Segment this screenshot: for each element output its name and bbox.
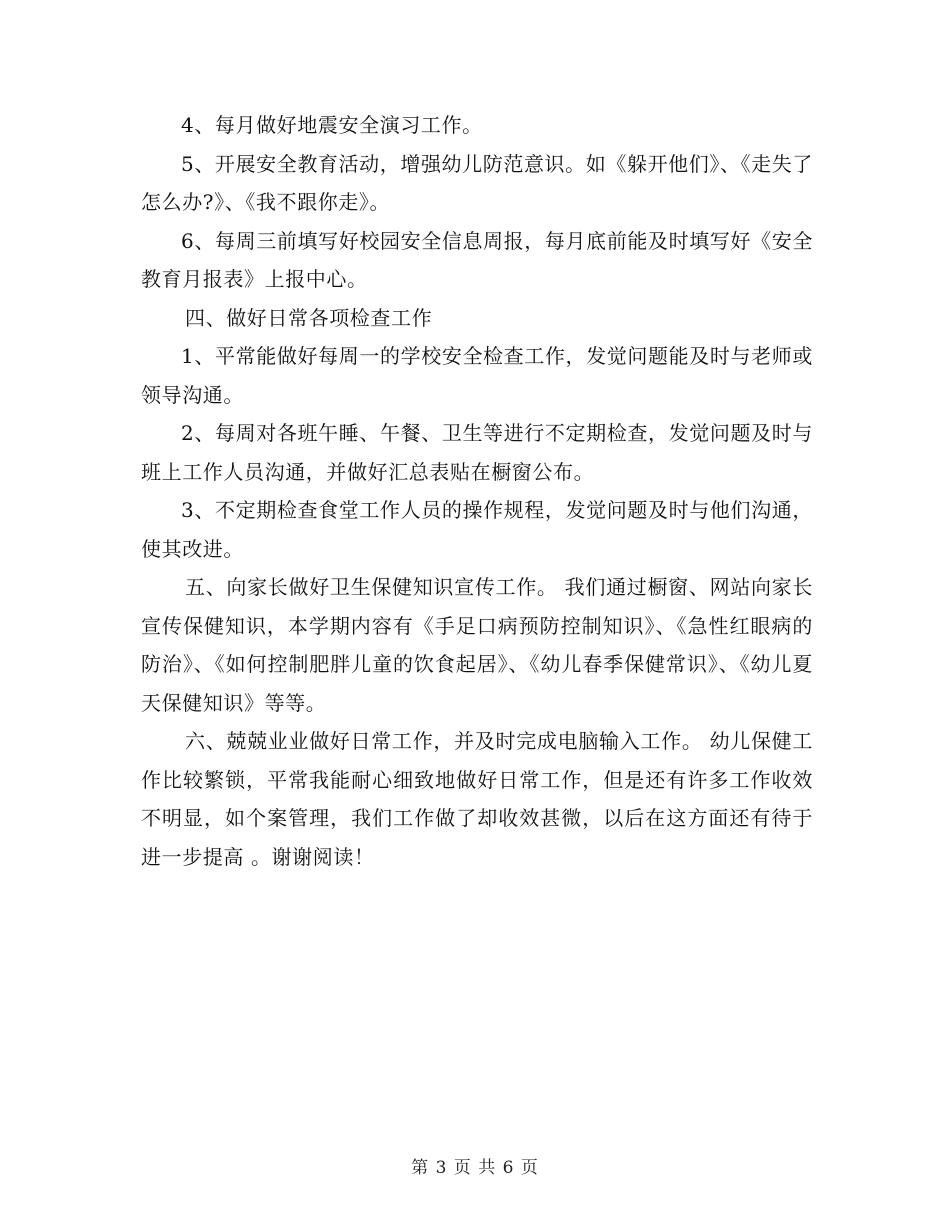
paragraph-class-check: 2、每周对各班午睡、午餐、卫生等进行不定期检查，发觉问题及时与班上工作人员沟通，并做好汇总表贴在橱窗公布。	[141, 421, 813, 484]
page-footer: 第 3 页 共 6 页	[411, 1158, 539, 1178]
paragraph-monday-check: 1、平常能做好每周一的学校安全检查工作，发觉问题能及时与老师或领导沟通。	[141, 344, 813, 407]
paragraph-drill: 4、每月做好地震安全演习工作。	[181, 113, 483, 137]
section-heading-inspection: 四、做好日常各项检查工作	[185, 305, 433, 330]
paragraph-parent-publicity: 五、向家长做好卫生保健知识宣传工作。 我们通过橱窗、网站向家长宣传保健知识，本学期内容有《手足口病预防控制知识》、《急性红眼病的防治》、《如何控制肥胖儿童的饮食起居》、《幼儿春季保健常识》、《幼儿夏天保健知识》等等。	[141, 575, 813, 715]
paragraph-canteen-check: 3、不定期检查食堂工作人员的操作规程，发觉问题及时与他们沟通，使其改进。	[141, 498, 813, 561]
paragraph-weekly-report: 6、每周三前填写好校园安全信息周报，每月底前能及时填写好《安全教育月报表》上报中心。	[141, 228, 813, 291]
document-body	[141, 106, 813, 876]
paragraph-safety-education: 5、开展安全教育活动，增强幼儿防范意识。如《躲开他们》、《走失了怎么办?》、《我不跟你走》。	[141, 151, 813, 214]
paragraph-daily-work: 六、兢兢业业做好日常工作，并及时完成电脑输入工作。 幼儿保健工作比较繁锁，平常我能耐心细致地做好日常工作，但是还有许多工作收效不明显，如个案管理，我们工作做了却收效甚微，以后在这方面还有待于进一步提高 。谢谢阅读！	[141, 729, 813, 869]
